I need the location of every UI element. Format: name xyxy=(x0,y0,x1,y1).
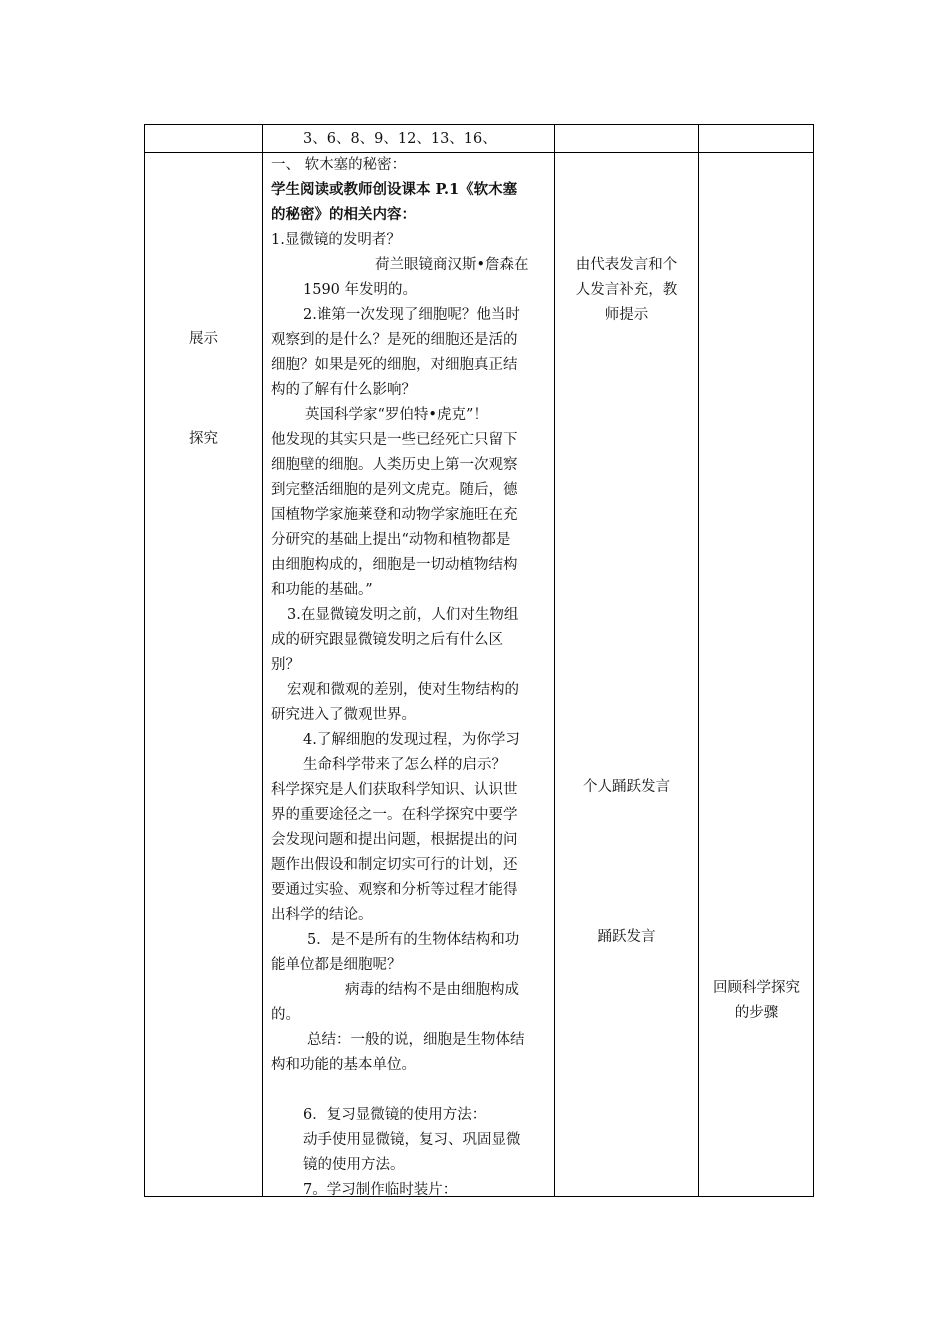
col3-note-active: 踊跃发言 xyxy=(597,929,656,945)
col2-line: 5．是不是所有的生物体结构和功 xyxy=(307,932,520,948)
col2-line: 细胞壁的细胞。人类历史上第一次观察 xyxy=(271,457,518,473)
col2-line: 6．复习显微镜的使用方法： xyxy=(303,1107,487,1123)
col2-line: 要通过实验、观察和分析等过程才能得 xyxy=(271,882,518,898)
column-divider xyxy=(698,125,699,1196)
col2-line: 能单位都是细胞呢？ xyxy=(271,957,402,973)
col2-line: 分研究的基础上提出“动物和植物都是 xyxy=(271,532,511,548)
col2-line: 病毒的结构不是由细胞构成 xyxy=(345,982,519,998)
col1-label-explore: 探究 xyxy=(189,431,218,447)
col4-note-line: 回顾科学探究 xyxy=(713,980,800,996)
col2-line: 研究进入了微观世界。 xyxy=(271,707,416,723)
col2-line: 英国科学家“罗伯特•虎克”！ xyxy=(305,407,488,423)
col2-line: 别？ xyxy=(271,657,300,673)
col2-line: 和功能的基础。” xyxy=(271,582,373,598)
col2-line: 国植物学家施莱登和动物学家施旺在充 xyxy=(271,507,518,523)
col1-label-display: 展示 xyxy=(189,331,218,347)
col2-line: 1590 年发明的。 xyxy=(303,282,418,298)
col2-line: 细胞？如果是死的细胞，对细胞真正结 xyxy=(271,357,518,373)
col2-line: 会发现问题和提出问题，根据提出的问 xyxy=(271,832,518,848)
col2-line: 他发现的其实只是一些已经死亡只留下 xyxy=(271,432,518,448)
col2-line: 题作出假设和制定切实可行的计划，还 xyxy=(271,857,518,873)
row1-col2-text: 3、6、8、9、12、13、16、 xyxy=(303,131,497,147)
lesson-table xyxy=(144,124,814,1197)
col2-line: 界的重要途径之一。在科学探究中要学 xyxy=(271,807,518,823)
col2-line: 科学探究是人们获取科学知识、认识世 xyxy=(271,782,518,798)
col3-note-line: 人发言补充，教 xyxy=(575,282,678,298)
col2-line: 成的研究跟显微镜发明之后有什么区 xyxy=(271,632,503,648)
col2-line: 动手使用显微镜，复习、巩固显微 xyxy=(303,1132,521,1148)
col2-line: 荷兰眼镜商汉斯•詹森在 xyxy=(375,257,529,273)
col3-note-individual: 个人踊跃发言 xyxy=(583,779,670,795)
col4-note-line: 的步骤 xyxy=(734,1005,779,1021)
col2-line: 学生阅读或教师创设课本 P.1《软木塞 xyxy=(271,181,518,198)
col2-line: 一、 软木塞的秘密： xyxy=(271,157,407,173)
col2-line: 的。 xyxy=(271,1007,300,1023)
col2-line: 3.在显微镜发明之前，人们对生物组 xyxy=(287,607,519,623)
col2-line: 2.谁第一次发现了细胞呢？他当时 xyxy=(303,307,520,323)
col2-line: 构的了解有什么影响？ xyxy=(271,382,416,398)
col2-line: 4.了解细胞的发现过程，为你学习 xyxy=(303,732,520,748)
col2-line: 7。学习制作临时装片： xyxy=(303,1182,458,1198)
col2-line: 生命科学带来了怎么样的启示？ xyxy=(303,757,506,773)
col2-line: 镜的使用方法。 xyxy=(303,1157,405,1173)
col2-line: 构和功能的基本单位。 xyxy=(271,1057,416,1073)
col2-line: 1.显微镜的发明者？ xyxy=(271,232,401,248)
row-divider xyxy=(145,152,813,153)
col2-line: 的秘密》的相关内容： xyxy=(271,206,416,223)
col3-note-line: 由代表发言和个 xyxy=(575,257,678,273)
col2-line: 到完整活细胞的是列文虎克。随后，德 xyxy=(271,482,518,498)
col2-line: 总结：一般的说，细胞是生物体结 xyxy=(307,1032,525,1048)
col2-line: 观察到的是什么？是死的细胞还是活的 xyxy=(271,332,518,348)
col3-note-line: 师提示 xyxy=(604,307,649,323)
col2-line: 由细胞构成的，细胞是一切动植物结构 xyxy=(271,557,518,573)
col2-line: 出科学的结论。 xyxy=(271,907,373,923)
col2-line: 宏观和微观的差别，使对生物结构的 xyxy=(287,682,519,698)
column-divider xyxy=(262,125,263,1196)
